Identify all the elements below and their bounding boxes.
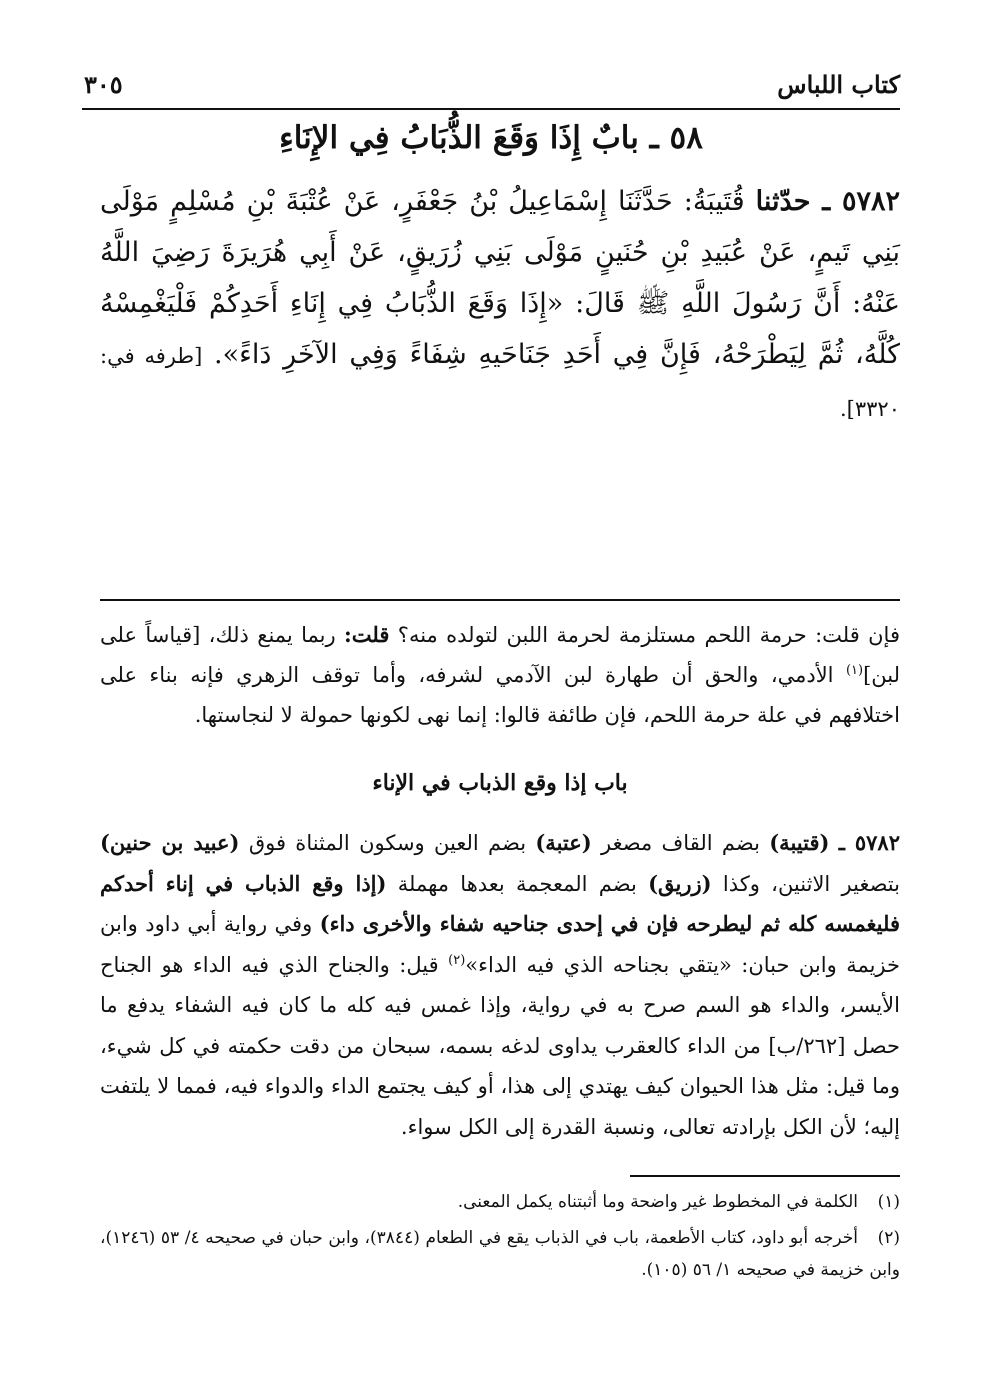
sharh-paragraph	[100, 823, 900, 1147]
page-number: ٣٠٥	[84, 70, 123, 99]
sharh-term: (زريق)	[648, 870, 712, 896]
hadith-text	[100, 176, 900, 435]
hadith-number: ٥٧٨٢ ـ حدّثنا	[755, 186, 900, 217]
sharh-heading: باب إذا وقع الذباب في الإناء	[372, 770, 628, 796]
footnote	[100, 1186, 900, 1218]
footnotes	[100, 1186, 900, 1290]
footnote	[100, 1222, 900, 1286]
sharh-text: بضم القاف مصغر	[601, 831, 760, 855]
sharh-number: ٥٧٨٢ ـ	[838, 830, 900, 855]
main-separator	[100, 599, 900, 601]
footnote-text: الكلمة في المخطوط غير واضحة وما أثبتناه يكمل المعنى.	[457, 1192, 858, 1212]
footnote-number: (١)	[877, 1192, 900, 1212]
chapter-title: ٥٨ ـ بابٌ إِذَا وَقَعَ الذُّبَابُ فِي الإِنَاءِ	[279, 120, 703, 156]
commentary-question: فإن قلت: حرمة اللحم مستلزمة لحرمة اللبن لتولده منه؟	[397, 623, 900, 647]
footnote-number: (٢)	[877, 1228, 900, 1248]
commentary-paragraph	[100, 615, 900, 735]
sharh-term: (عبيد بن حنين)	[100, 830, 240, 855]
hadith-body: قُتَيبَةُ: حَدَّثَنَا إِسْمَاعِيلُ بْنُ جَعْفَرٍ، عَنْ عُتْبَةَ بْنِ مُسْلِمٍ مَوْلَى بَنِي تَيمٍ، عَنْ عُبَيدِ بْنِ حُنَينٍ مَوْلَى بَنِي زُرَيقٍ، عَنْ أَبِي هُرَيرَةَ رَضِيَ اللَّهُ عَنْهُ: أَنَّ رَسُولَ اللَّهِ ﷺ قَالَ: «إِذَا وَقَعَ الذُّبَابُ فِي إِنَاءِ أَحَدِكُمْ فَلْيَغْمِسْهُ كُلَّهُ، ثُمَّ لِيَطْرَحْهُ، فَإِنَّ فِي أَحَدِ جَنَاحَيهِ شِفَاءً وَفِي الآخَرِ دَاءً».	[100, 186, 900, 370]
footnote-marker-1: (١)	[845, 663, 864, 678]
commentary-continuation: الأدمي، والحق أن طهارة لبن الآدمي لشرفه، وأما توقف الزهري فإنه بناء على اختلافهم في علة حرمة اللحم، فإن طائفة قالوا: إنما نهى لكونها حمولة لا لنجاستها.	[100, 663, 900, 727]
hadith-reference: [طرفه في: ٣٣٢٠].	[100, 344, 900, 421]
commentary-answer-label: قلت:	[344, 622, 390, 647]
sharh-text: بتصغير الاثنين، وكذا	[722, 871, 900, 896]
commentary-answer: ربما يمنع ذلك، [قياساً على لبن]	[100, 623, 900, 687]
footnotes-separator	[630, 1175, 900, 1177]
footnote-marker-2: (٢)	[448, 952, 466, 968]
footnote-text: أخرجه أبو داود، كتاب الأطعمة، باب في الذباب يقع في الطعام (٣٨٤٤)، وابن حبان في صحيحه ٤/ ٥٣ (١٢٤٦)، وابن خزيمة في صحيحه ١/ ٥٦ (١٠٥).	[100, 1228, 900, 1280]
book-title: كتاب اللباس	[777, 70, 900, 99]
sharh-term: (قتيبة)	[769, 830, 830, 855]
running-header	[82, 58, 900, 110]
sharh-quoted-hadith: (إذا وقع الذباب في إناء أحدكم فليغمسه كله ثم ليطرحه فإن في إحدى جناحيه شفاء والأخرى داء)	[100, 870, 900, 936]
sharh-text: وفي رواية أبي داود وابن خزيمة وابن حبان: «يتقي بجناحه الذي فيه الداء»	[100, 912, 901, 977]
sharh-text: قيل: والجناح الذي فيه الداء هو الجناح الأيسر، والداء هو السم صرح به في رواية، وإذا غمس فيه كله ما كان فيه الشفاء يدفع ما حصل [٢٦٢/ب] من الداء كالعقرب يداوى لدغه بسمه، سبحان من دقت حكمته في كل شيء، وما قيل: مثل هذا الحيوان كيف يهتدي إلى هذا، أو كيف يجتمع الداء والدواء فيه، فمما لا يلتفت إليه؛ لأن الكل بإرادته تعالى، ونسبة القدرة إلى الكل سواء.	[100, 952, 901, 1139]
sharh-text: بضم العين وسكون المثناة فوق	[248, 831, 527, 855]
sharh-term: (عتبة)	[535, 830, 592, 855]
sharh-text: بضم المعجمة بعدها مهملة	[397, 871, 637, 896]
